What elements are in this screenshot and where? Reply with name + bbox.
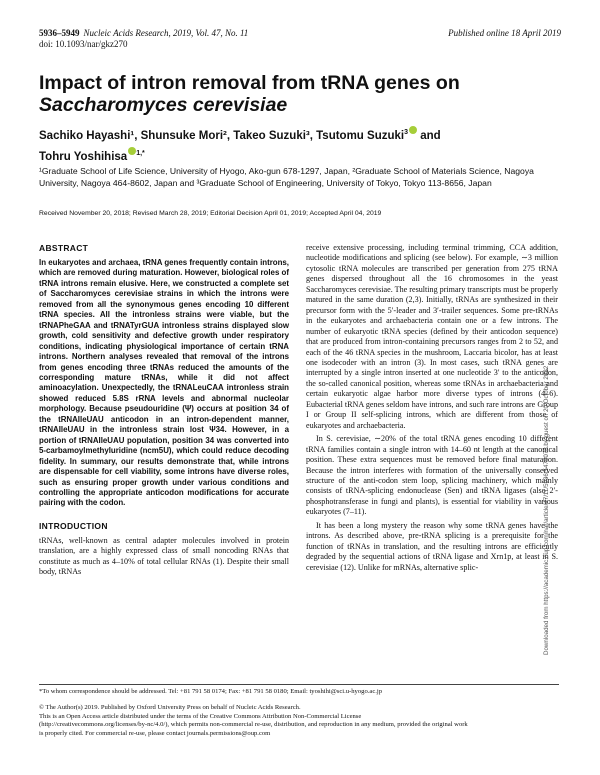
license-line-2[interactable]: (http://creativecommons.org/licenses/by-nc/4.0/), which permits non-commercial re-use, distribution, and reproduction in any medium, provided the original work [39,721,468,729]
author-list [39,124,509,166]
copyright-note: © The Author(s) 2019. Published by Oxford University Press on behalf of Nucleic Acids Research. [39,704,301,712]
title-line-2: Saccharomyces cerevisiae [39,94,288,116]
authors-and: and [417,129,441,142]
author-affil-sup: 3 [404,129,408,136]
left-column [39,243,289,578]
doi[interactable]: doi: 10.1093/nar/gkz270 [39,39,128,49]
journal-citation [39,28,248,38]
publication-date: Published online 18 April 2019 [448,28,561,38]
download-watermark: Downloaded from https://academic.oup.com/nar/article/47/11/5936/5475078 by guest on 20 October 2022 [543,365,550,655]
body-paragraph-3: It has been a long mystery the reason why some tRNA genes have the introns. As described above, pre-tRNA splicing is a prerequisite for the function of tRNAs in translation, and the resulting introns are efficiently degraded by the sequential actions of tRNA ligase and Xrn1p, at least in S. cerevisiae (12). Unlike for mRNAs, alternative splic- [306,520,558,572]
abstract-text: In eukaryotes and archaea, tRNA genes frequently contain introns, which are removed during maturation. However, biological roles of tRNA introns remain elusive. Here, we constructed a complete set of Saccharomyces cerevisiae strains in which the introns were removed from all the synonymous genes encoding 10 different tRNA species. All the intronless strains were viable, but the tRNAPheGAA and tRNATyrGUA intronless strains displayed slow growth, cold sensitivity and defective growth under respiratory conditions, indicating physiological importance of certain tRNA introns. Northern analyses revealed that removal of the introns from genes encoding three tRNAs reduced the amounts of the corresponding mature tRNAs, while it did not affect aminoacylation. Unexpectedly, the tRNALeuCAA intronless strain showed reduced 5.8S rRNA levels and abnormal nucleolar morphology. Because pseudouridine (Ψ) occurs at position 34 of the tRNAIleUAU anticodon in an intron-dependent manner, tRNAIleUAU in the intronless strain lost Ψ34. However, in a portion of tRNAIleUAU population, position 34 was converted into 5-carbamoylmethyluridine (ncm5U), which could reduce decoding fidelity. In summary, our results demonstrate that, while introns are dispensable for cell viability, some introns have diverse roles, such as ensuring proper growth under various conditions and controlling the appropriate anticodon modifications for accurate pairing with the codon. [39,258,289,508]
page-range: 5936–5949 [39,28,80,38]
corresponding-sup: 1,* [136,149,145,157]
history-dates: Received November 20, 2018; Revised March 28, 2019; Editorial Decision April 01, 2019; Accepted April 04, 2019 [39,210,382,217]
right-column [306,243,558,573]
journal-name: Nucleic Acids Research, 2019, Vol. 47, No. 11 [83,28,249,38]
title-line-1: Impact of intron removal from tRNA genes on [39,72,460,94]
running-header [39,28,561,49]
body-paragraph-2: In S. cerevisiae, ∼20% of the total tRNA genes encoding 10 different tRNA families contain a single intron with 14–60 nt length at the canonical position. These extra sequences must be removed before final maturation. Because the intron interferes with formation of the universally conserved structure of the anti-codon stem loop, splicing machinery, which mainly consists of tRNA-splicing endonuclease (Sen) and tRNA ligases (also 2′-phosphotransferase in fungi and plants), is essential for viability in various eukaryotes (7–11). [306,434,558,517]
introduction-heading: INTRODUCTION [39,520,108,531]
introduction-paragraph: tRNAs, well-known as central adapter molecules involved in protein translation, are a highly expressed class of small noncoding RNAs that constitute as much as 4–10% of total cellular RNAs (1). Despite their small body, tRNAs [39,535,289,577]
article-title [39,72,559,116]
license-line-3: is properly cited. For commercial re-use, please contact journals.permissions@oup.com [39,729,271,737]
affiliations: ¹Graduate School of Life Science, University of Hyogo, Ako-gun 678-1297, Japan, ²Graduate School of Materials Science, Nagoya University, Nagoya 464-8602, Japan and ³Graduate School of Engineering, University of Tokyo, Tokyo 113-8656, Japan [39,166,534,188]
license-line-1: This is an Open Access article distributed under the terms of the Creative Commons Attribution Non-Commercial License [39,712,362,720]
authors-line-1: Sachiko Hayashi¹, Shunsuke Mori², Takeo Suzuki³, Tsutomu Suzuki [39,129,405,142]
authors-line-2: Tohru Yoshihisa [39,150,128,163]
correspondence-note: *To whom correspondence should be addressed. Tel: +81 791 58 0174; Fax: +81 791 58 0180; Email: tyoshihi@sci.u-hyogo.ac.jp [39,688,383,695]
orcid-icon[interactable] [128,147,136,155]
abstract-heading: ABSTRACT [39,243,89,253]
orcid-icon[interactable] [409,126,417,134]
footnotes [39,684,559,738]
body-paragraph-1: receive extensive processing, including terminal trimming, CCA addition, nucleotide modifications and splicing (see below). For example, ∼3 million cytosolic tRNA molecules are transcribed per generation from 275 tRNA genes dispersed throughout all the 16 chromosomes in the yeast Saccharomyces cerevisiae. The resulting primary transcripts must be properly matured in the same duration (2,3). Initially, tRNAs are synthesized in their precursor form with the 5′-leader and 3′-trailer sequences. Some pre-tRNAs in the eukaryotes and archaebacteria contain one or a few introns. The number of eukaryotic tRNA species (defined by their anticodon sequence) that are produced from intron-containing precursors ranges from 2 to 52, and each of the 46 tRNA species in the mushroom, Laccaria bicolor, has at least one isodecoder with an intron (3). In most cases, such tRNA genes are interrupted by a single intron inserted at one nucleotide 3′ to the anticodon, the so-called canonical position, whereas some tRNAs in archaebacteria and certain eukaryotic algae harbor more diverse types of introns (4–6). Eubacterial tRNA genes seldom have introns, and such rare introns are Group I or Group II self-splicing introns, which are different from those of eukaryotes and archaebacteria. [306,243,558,430]
